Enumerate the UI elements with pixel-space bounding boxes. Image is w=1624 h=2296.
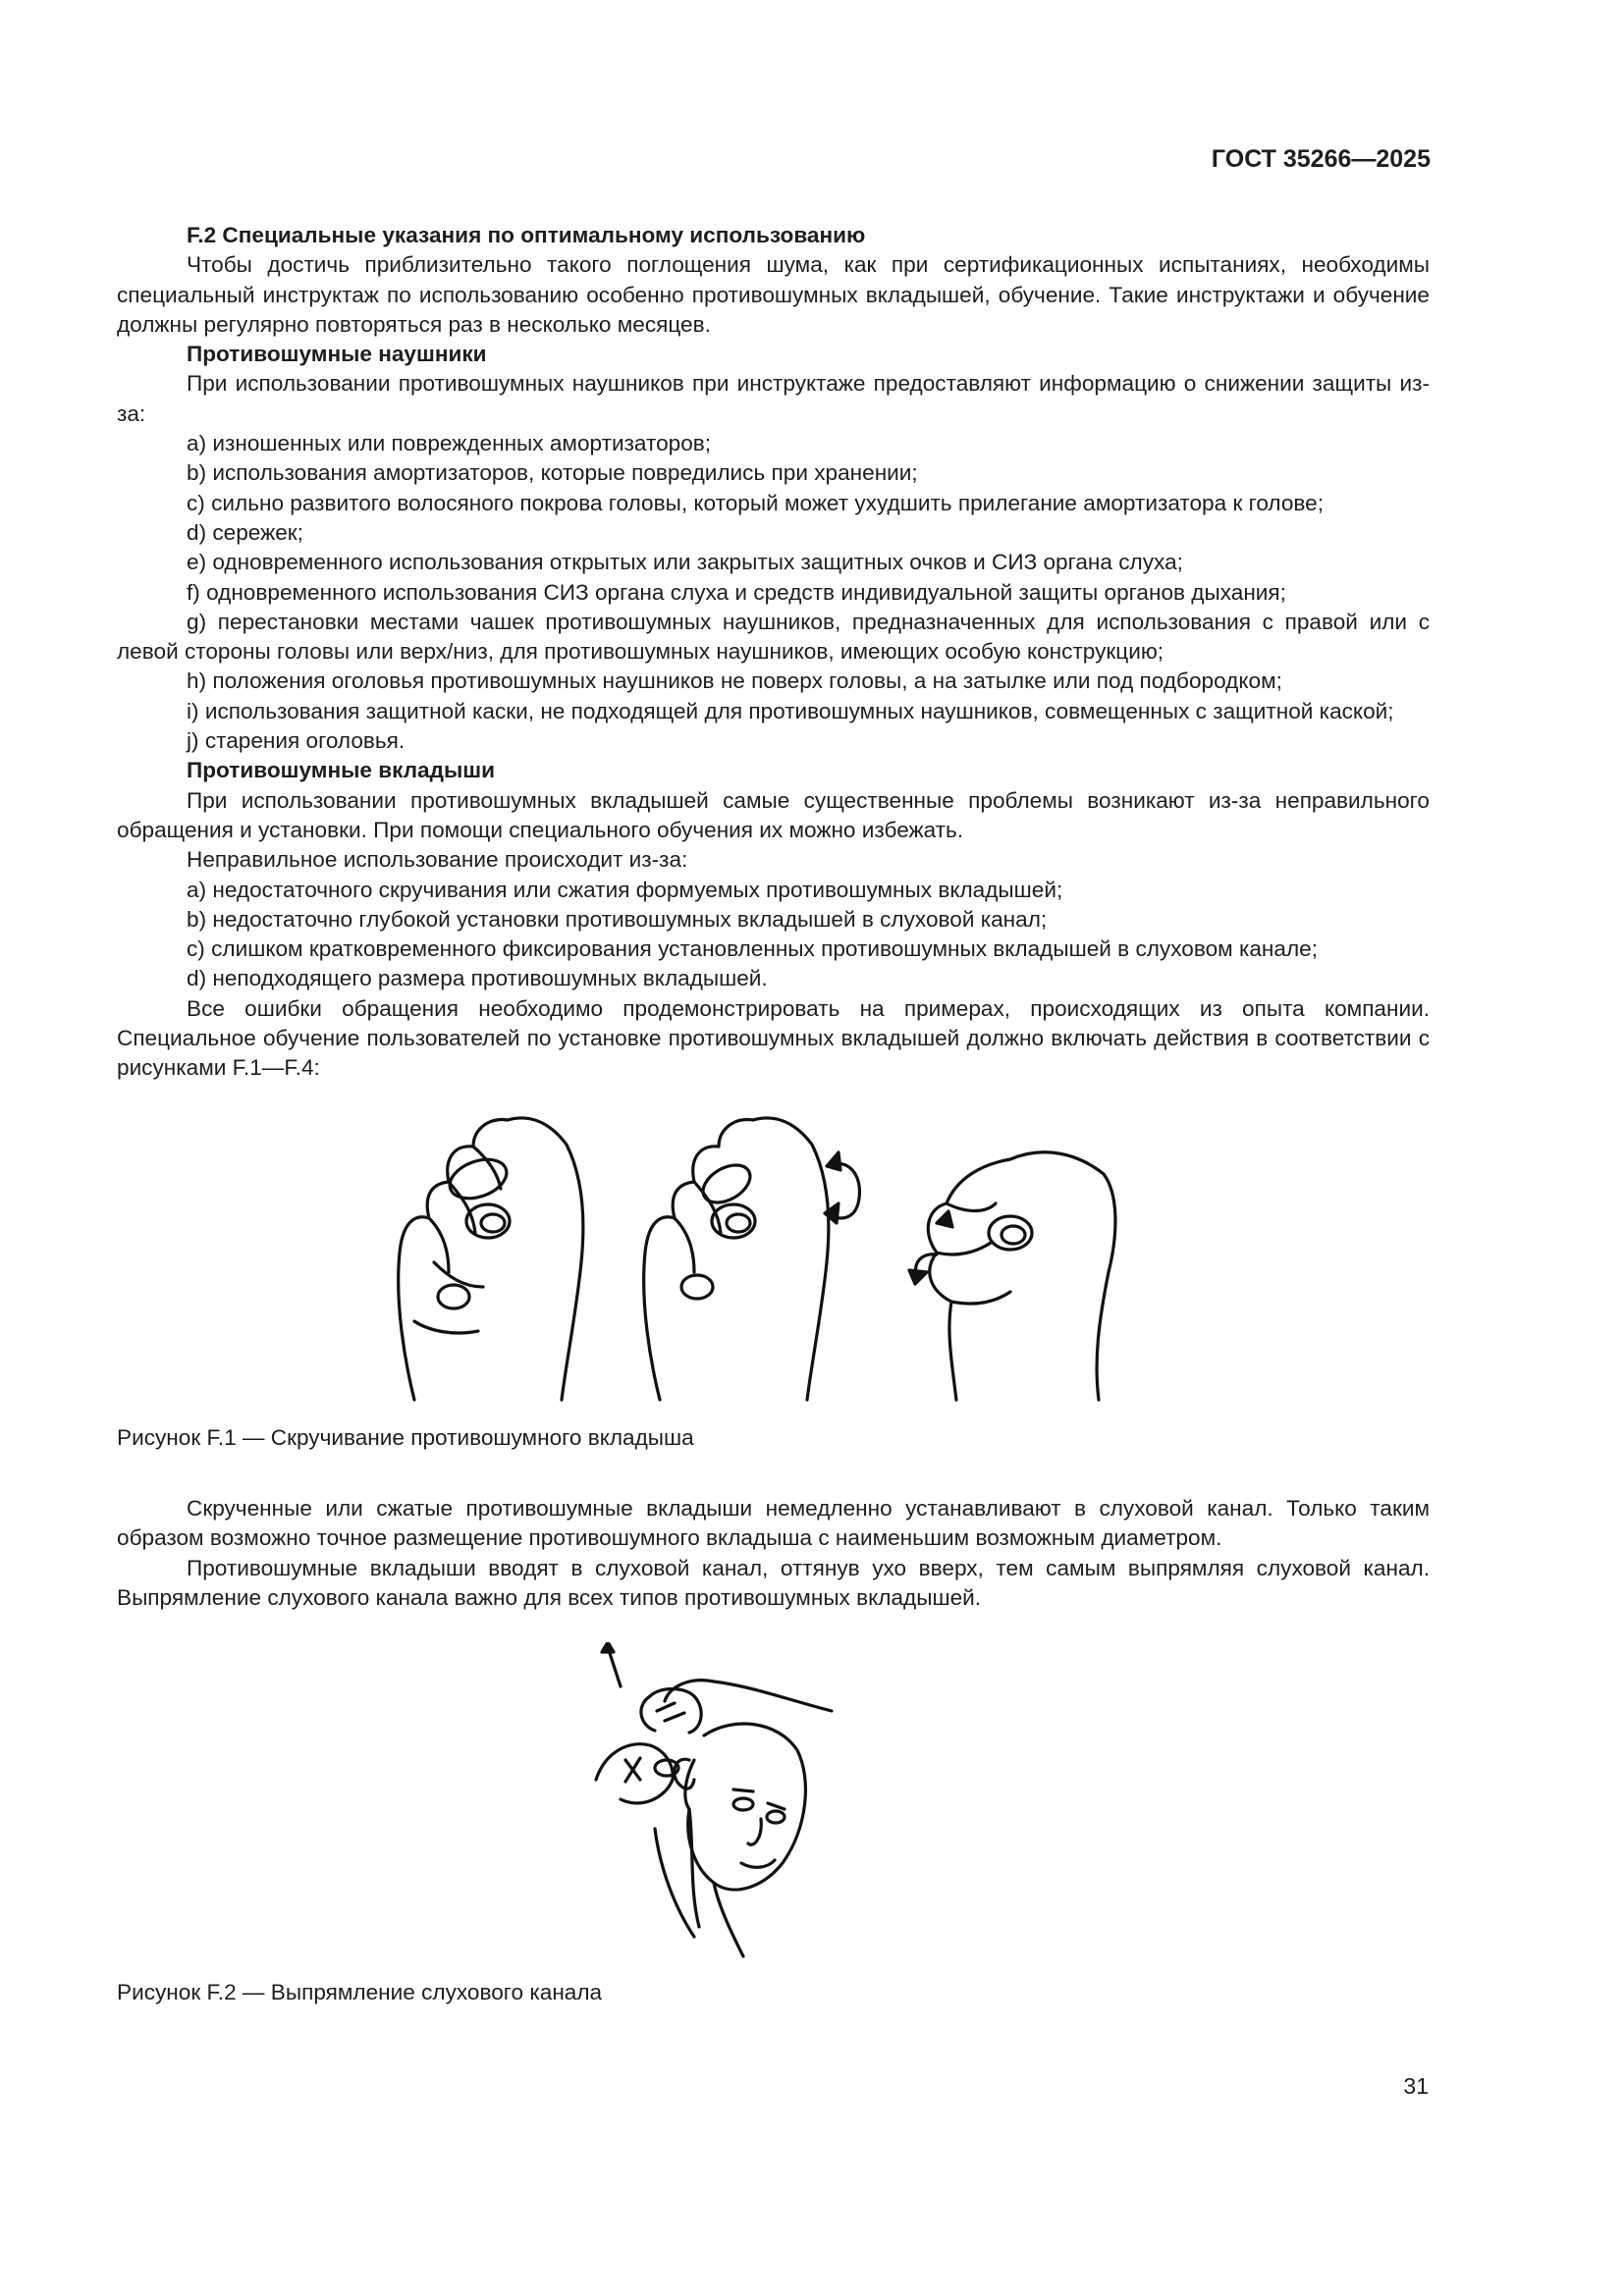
list-item: c) сильно развитого волосяного покрова головы, который может ухудшить прилегание амортизатора к голове;: [187, 490, 1325, 515]
paragraph: Скрученные или сжатые противошумные вкладыши немедленно устанавливают в слуховой канал. Только таким образом возможно точное размещение противошумного вкладыша с наименьшим возможным диаметром.: [117, 1495, 1430, 1551]
list-item: c) слишком кратковременного фиксирования установленных противошумных вкладышей в слуховом канале;: [187, 936, 1318, 962]
earmuffs-heading: Противошумные наушники: [187, 342, 487, 367]
earplugs-misuse-intro: Неправильное использование происходит из-за:: [187, 847, 688, 873]
list-item: a) недостаточного скручивания или сжатия формуемых противошумных вкладышей;: [187, 877, 1063, 902]
section-intro: Чтобы достичь приблизительно такого поглощения шума, как при сертификационных испытаниях, необходимы специальный инструктаж по использованию особенно противошумных вкладышей, обучение. Такие инструктажи и обучение должны регулярно повторяться раз в несколько месяцев.: [117, 252, 1430, 337]
figure-f2-caption: Рисунок F.2 — Выпрямление слухового канала: [117, 1980, 603, 2005]
list-item: g) перестановки местами чашек противошумных наушников, предназначенных для использования с правой или с левой стороны головы или верх/низ, для противошумных наушников, имеющих особую конструкцию;: [117, 609, 1430, 665]
figure-f1: [117, 1105, 1430, 1410]
figure-f2: [117, 1642, 1430, 1976]
earplugs-intro: При использовании противошумных вкладышей самые существенные проблемы возникают из-за неправильного обращения и установки. При помощи специального обучения их можно избежать.: [117, 787, 1430, 842]
ear-canal-straightening-illustration: [117, 1642, 1430, 1976]
list-item: b) недостаточно глубокой установки противошумных вкладышей в слуховой канал;: [187, 906, 1048, 932]
list-item: i) использования защитной каски, не подходящей для противошумных наушников, совмещенных с защитной каской;: [187, 698, 1394, 723]
earmuffs-intro: При использовании противошумных наушников при инструктаже предоставляют информацию о снижении защиты из-за:: [117, 371, 1430, 426]
list-item: e) одновременного использования открытых или закрытых защитных очков и СИЗ органа слуха;: [187, 550, 1183, 575]
page-content: [117, 221, 1430, 2007]
list-item: a) изношенных или поврежденных амортизаторов;: [187, 431, 712, 456]
paragraph: Противошумные вкладыши вводят в слуховой канал, оттянув ухо вверх, тем самым выпрямляя слуховой канал. Выпрямление слухового канала важно для всех типов противошумных вкладышей.: [117, 1555, 1430, 1610]
earplug-rolling-illustration: [117, 1105, 1430, 1410]
list-item: h) положения оголовья противошумных наушников не поверх головы, а на затылке или под подбородком;: [187, 668, 1282, 694]
earplugs-training: Все ошибки обращения необходимо продемонстрировать на примерах, происходящих из опыта компании. Специальное обучение пользователей по установке противошумных вкладышей должно включать действия в соответствии с рисунками F.1—F.4:: [117, 995, 1430, 1081]
list-item: f) одновременного использования СИЗ органа слуха и средств индивидуальной защиты органов дыхания;: [187, 579, 1286, 605]
earplugs-heading: Противошумные вкладыши: [187, 758, 495, 783]
figure-f1-caption: Рисунок F.1 — Скручивание противошумного вкладыша: [117, 1424, 694, 1450]
document-id: ГОСТ 35266—2025: [1211, 145, 1431, 173]
list-item: d) сережек;: [187, 519, 303, 545]
list-item: b) использования амортизаторов, которые повредились при хранении;: [187, 460, 918, 486]
section-heading: F.2 Специальные указания по оптимальному использованию: [187, 223, 866, 247]
list-item: d) неподходящего размера противошумных вкладышей.: [187, 966, 768, 991]
list-item: j) старения оголовья.: [187, 728, 406, 754]
page-number: 31: [1403, 2073, 1429, 2099]
